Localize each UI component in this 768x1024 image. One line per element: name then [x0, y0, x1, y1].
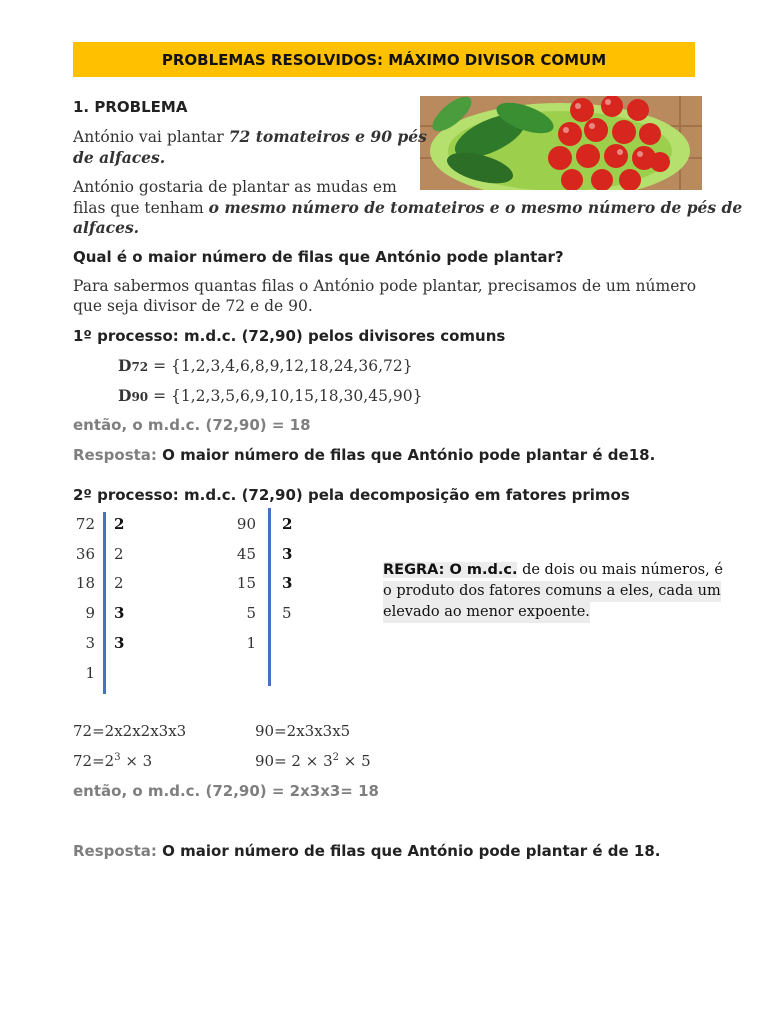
- p1-emphasis: 72 tomateiros e 90 pés: [228, 127, 427, 146]
- factor-90-number: 15: [236, 574, 256, 592]
- d72-subscript: 72: [131, 360, 149, 374]
- division-line-90: [268, 508, 271, 686]
- eq72-rest: × 3: [120, 752, 153, 770]
- eq72-base: 72=2: [73, 752, 115, 770]
- problem-paragraph-2-line-3: alfaces.: [73, 218, 140, 237]
- answer-text: O maior número de filas que António pode plantar é de18.: [162, 446, 656, 464]
- d90-subscript: 90: [131, 390, 149, 404]
- factor-72-number: 72: [75, 515, 95, 533]
- d90-set: = {1,2,3,5,6,9,10,15,18,30,45,90}: [153, 387, 423, 405]
- problem-paragraph-1: [73, 127, 427, 147]
- problem-paragraph-1-cont: de alfaces.: [73, 148, 166, 167]
- factor-72-prime: 3: [114, 634, 125, 652]
- factor-90-prime: 2: [282, 515, 293, 533]
- process-1-heading: 1º processo: m.d.c. (72,90) pelos divisores comuns: [73, 327, 506, 345]
- process-2-conclusion: então, o m.d.c. (72,90) = 2x3x3= 18: [73, 782, 379, 800]
- divisors-90: [118, 386, 422, 407]
- factor-72-prime: 2: [114, 515, 125, 533]
- process-2-answer: [73, 842, 661, 860]
- d72-label: D: [118, 356, 132, 375]
- factor-72-number: 1: [85, 664, 95, 682]
- factor-72-prime: 3: [114, 604, 125, 622]
- factor-90-number: 5: [246, 604, 256, 622]
- factor-90-prime: 3: [282, 574, 293, 592]
- problem-question: Qual é o maior número de filas que António pode plantar?: [73, 248, 564, 266]
- factor-72-prime: 2: [114, 574, 124, 592]
- rule-line-3: elevado ao menor expoente.: [383, 602, 590, 623]
- equation-90-powers: [255, 752, 371, 770]
- process-1-answer: [73, 446, 655, 464]
- rule-note: [383, 560, 735, 623]
- eq90-pre: 90= 2 × 3: [255, 752, 333, 770]
- factor-72-number: 36: [75, 545, 95, 563]
- factor-72-number: 9: [85, 604, 95, 622]
- equation-72-expanded: 72=2x2x2x3x3: [73, 722, 187, 740]
- problem-paragraph-3-line-1: Para sabermos quantas filas o António pode plantar, precisamos de um número: [73, 277, 697, 295]
- factor-90-prime: 3: [282, 545, 293, 563]
- rule-line-1: de dois ou mais números, é: [517, 562, 723, 578]
- page-title: PROBLEMAS RESOLVIDOS: MÁXIMO DIVISOR COMUM: [73, 42, 695, 77]
- factor-90-number: 90: [236, 515, 256, 533]
- problem-heading: 1. PROBLEMA: [73, 98, 188, 116]
- process-2-heading: 2º processo: m.d.c. (72,90) pela decomposição em fatores primos: [73, 486, 630, 504]
- process-1-conclusion: então, o m.d.c. (72,90) = 18: [73, 416, 311, 434]
- d72-set: = {1,2,3,4,6,8,9,12,18,24,36,72}: [153, 357, 413, 375]
- factor-72-prime: 2: [114, 545, 124, 563]
- factor-90-number: 1: [246, 634, 256, 652]
- d90-label: D: [118, 386, 132, 405]
- p2-text: filas que tenham: [73, 199, 209, 217]
- p2-emphasis: o mesmo número de tomateiros e o mesmo número de pés de: [208, 198, 743, 217]
- rule-label: REGRA: O m.d.c.: [383, 562, 518, 578]
- problem-paragraph-3-line-2: que seja divisor de 72 e de 90.: [73, 297, 313, 315]
- answer-text: O maior número de filas que António pode plantar é de 18.: [162, 842, 661, 860]
- equation-72-powers: [73, 752, 152, 770]
- equation-90-expanded: 90=2x3x3x5: [255, 722, 351, 740]
- answer-label: Resposta:: [73, 842, 157, 860]
- tomatoes-basil-photo: [420, 96, 702, 190]
- factor-72-number: 3: [85, 634, 95, 652]
- factor-72-number: 18: [75, 574, 95, 592]
- p1-text: António vai plantar: [73, 128, 229, 146]
- rule-line-2: o produto dos fatores comuns a eles, cada um: [383, 581, 721, 602]
- answer-label: Resposta:: [73, 446, 157, 464]
- factor-90-prime: 5: [282, 604, 292, 622]
- eq90-exponent: 2: [332, 752, 339, 763]
- problem-paragraph-2-line-1: António gostaria de plantar as mudas em: [73, 178, 397, 196]
- division-line-72: [103, 512, 106, 694]
- factor-90-number: 45: [236, 545, 256, 563]
- divisors-72: [118, 356, 413, 377]
- problem-paragraph-2-line-2: [73, 198, 742, 218]
- eq90-rest: × 5: [339, 752, 371, 770]
- eq72-exponent: 3: [114, 752, 121, 763]
